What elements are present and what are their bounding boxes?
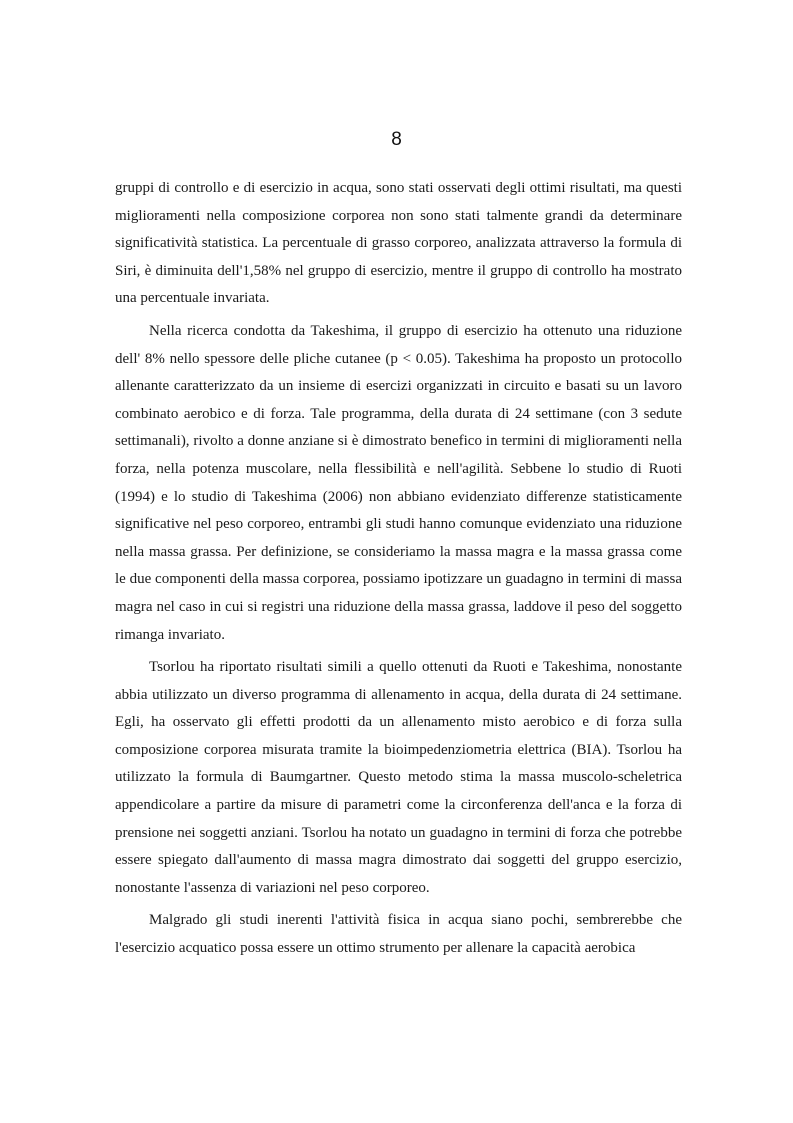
document-body [115,175,682,968]
paragraph-aquatic-exercise: Malgrado gli studi inerenti l'attività fisica in acqua siano pochi, sembrerebbe che l'esercizio acquatico possa essere un ottimo strumento per allenare la capacità aerobica [115,912,682,957]
paragraph-takeshima-study: Nella ricerca condotta da Takeshima, il gruppo di esercizio ha ottenuto una riduzione dell' 8% nello spessore delle pliche cutanee (p < 0.05). Takeshima ha proposto un protocollo allenante caratterizzato da un insieme di esercizi organizzati in circuito e basati su un lavoro combinato aerobico e di forza. Tale programma, della durata di 24 settimane (con 3 sedute settimanali), rivolto a donne anziane si è dimostrato benefico in termini di miglioramenti nella forza, nella potenza muscolare, nella flessibilità e nell'agilità. Sebbene lo studio di Ruoti (1994) e lo studio di Takeshima (2006) non abbiano evidenziato differenze statisticamente significative nel peso corporeo, entrambi gli studi hanno comunque evidenziato una riduzione nella massa grassa. Per definizione, se consideriamo la massa magra e la massa grassa come le due componenti della massa corporea, possiamo ipotizzare un guadagno in termini di massa magra nel caso in cui si registri una riduzione della massa grassa, laddove il peso del soggetto rimanga invariato. [115,322,682,643]
page-number: 8 [391,129,402,150]
paragraph-body-composition-results: gruppi di controllo e di esercizio in acqua, sono stati osservati degli ottimi risultati, ma questi miglioramenti nella composizione corporea non sono stati talmente grandi da determinare significatività statistica. La percentuale di grasso corporeo, analizzata attraverso la formula di Siri, è diminuita dell'1,58% nel gruppo di esercizio, mentre il gruppo di controllo ha mostrato una percentuale invariata. [115,180,682,307]
paragraph-tsorlou-study: Tsorlou ha riportato risultati simili a quello ottenuti da Ruoti e Takeshima, nonostante abbia utilizzato un diverso programma di allenamento in acqua, della durata di 24 settimane. Egli, ha osservato gli effetti prodotti da un allenamento misto aerobico e di forza sulla composizione corporea misurata tramite la bioimpedenziometria elettrica (BIA). Tsorlou ha utilizzato la formula di Baumgartner. Questo metodo stima la massa muscolo-scheletrica appendicolare a partire da misure di parametri come la circonferenza dell'anca e la forza di prensione nei soggetti anziani. Tsorlou ha notato un guadagno in termini di forza che potrebbe essere spiegato dall'aumento di massa magra dimostrato dai soggetti del gruppo esercizio, nonostante l'assenza di variazioni nel peso corporeo. [115,659,682,896]
